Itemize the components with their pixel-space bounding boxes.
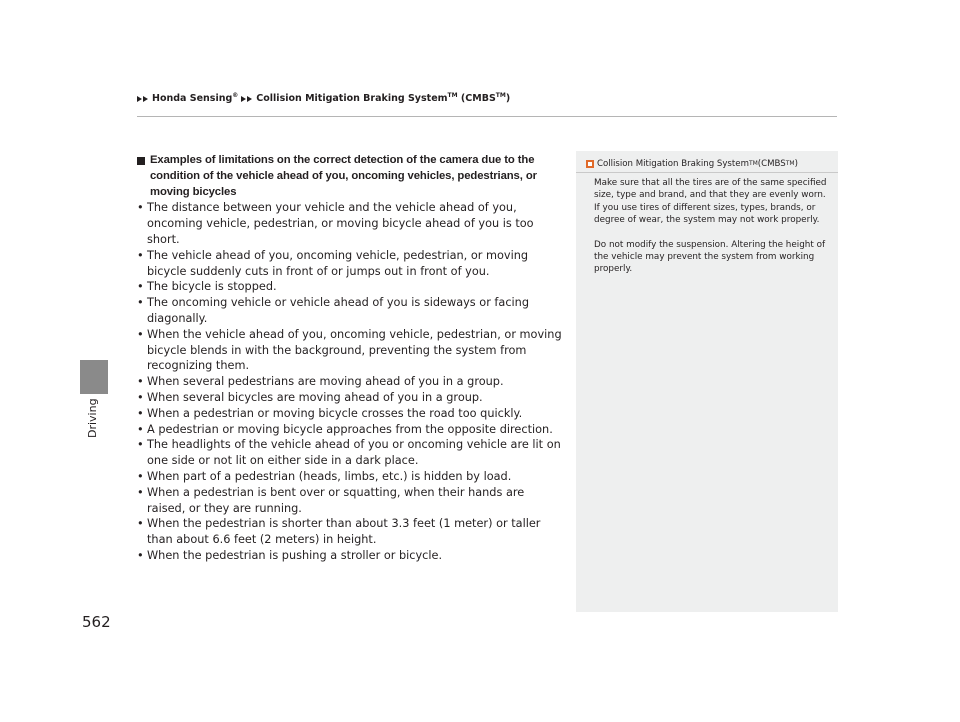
list-item: • When the vehicle ahead of you, oncoming vehicle, pedestrian, or moving bicycle blends in with the background, preventing the system from recognizing them. [137, 327, 562, 374]
side-note-title[interactable]: Collision Mitigation Braking System TM (CMBS TM ) [586, 159, 798, 169]
section-tab-marker [80, 360, 108, 394]
list-item: • The bicycle is stopped. [137, 279, 562, 295]
section-tab-label: Driving [86, 398, 99, 438]
header-divider [137, 116, 837, 117]
side-note-paragraph: Make sure that all the tires are of the same specified size, type and brand, and that they are evenly worn. If you use tires of different sizes, types, brands, or degree of wear, the system may not work properly. [594, 178, 827, 226]
page-number: 562 [82, 613, 111, 631]
list-item: • When a pedestrian is bent over or squatting, when their hands are raised, or they are running. [137, 485, 562, 517]
list-item: • When several bicycles are moving ahead of you in a group. [137, 390, 562, 406]
list-item: • A pedestrian or moving bicycle approaches from the opposite direction. [137, 422, 562, 438]
list-item: • When several pedestrians are moving ahead of you in a group. [137, 374, 562, 390]
main-content [137, 153, 562, 564]
limitations-list [137, 200, 562, 563]
side-note-paragraph: Do not modify the suspension. Altering the height of the vehicle may prevent the system from working properly. [594, 239, 826, 275]
section-heading [137, 153, 562, 200]
list-item: • When the pedestrian is pushing a stroller or bicycle. [137, 548, 562, 564]
list-item: • When a pedestrian or moving bicycle crosses the road too quickly. [137, 406, 562, 422]
side-note-body [594, 177, 832, 288]
breadcrumb [137, 93, 510, 104]
note-marker-icon [586, 160, 594, 168]
breadcrumb-arrow-icon [137, 96, 149, 102]
side-note-divider [576, 172, 838, 173]
list-item: • The vehicle ahead of you, oncoming vehicle, pedestrian, or moving bicycle suddenly cuts in front of or jumps out in front of you. [137, 248, 562, 280]
list-item: • The headlights of the vehicle ahead of you or oncoming vehicle are lit on one side or not lit on either side in a dark place. [137, 437, 562, 469]
list-item: • The oncoming vehicle or vehicle ahead of you is sideways or facing diagonally. [137, 295, 562, 327]
breadcrumb-item-honda-sensing[interactable]: Honda Sensing® [152, 91, 239, 104]
list-item: • When the pedestrian is shorter than about 3.3 feet (1 meter) or taller than about 6.6 feet (2 meters) in height. [137, 516, 562, 548]
breadcrumb-arrow-icon [241, 96, 253, 102]
list-item: • The distance between your vehicle and the vehicle ahead of you, oncoming vehicle, pedestrian, or moving bicycle ahead of you is too short. [137, 200, 562, 247]
breadcrumb-item-cmbs[interactable]: Collision Mitigation Braking System™ (CMBS™) [256, 91, 511, 104]
list-item: • When part of a pedestrian (heads, limbs, etc.) is hidden by load. [137, 469, 562, 485]
heading-square-icon [137, 157, 145, 165]
heading-text: Examples of limitations on the correct detection of the camera due to the condition of the vehicle ahead of you, oncoming vehicles, pedestrians, or moving bicycles [150, 154, 537, 198]
side-note-panel [576, 151, 838, 612]
